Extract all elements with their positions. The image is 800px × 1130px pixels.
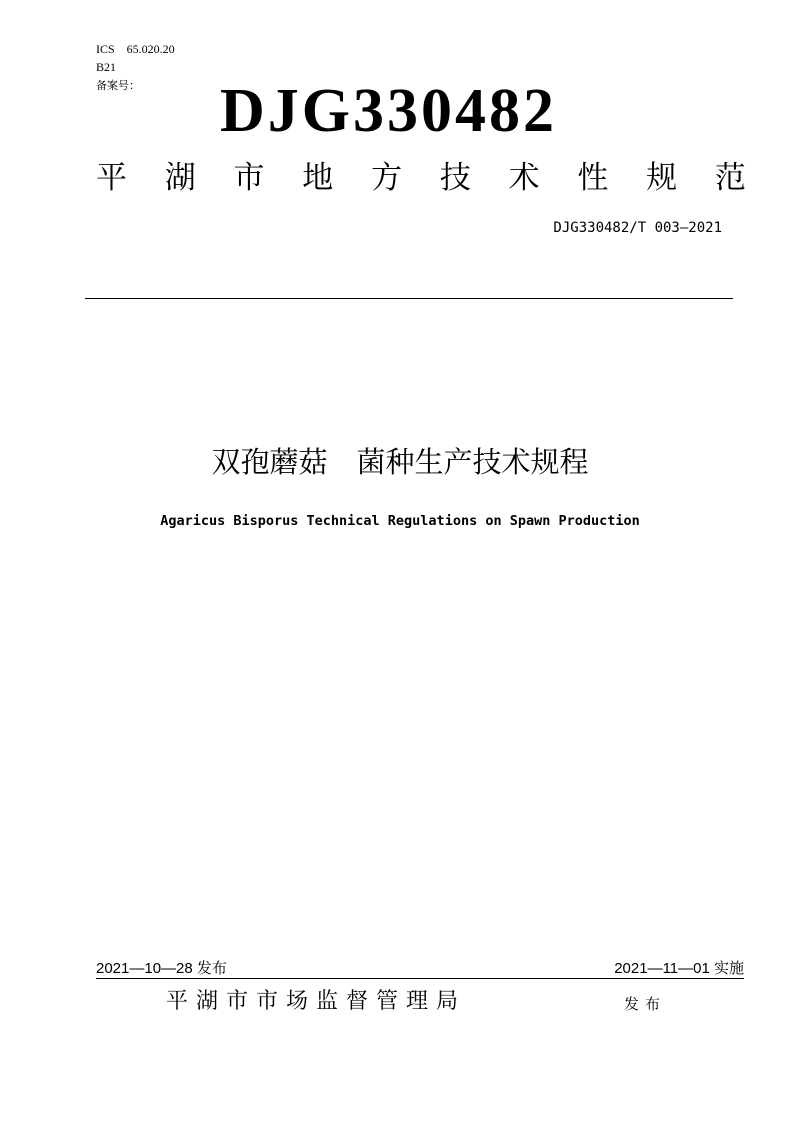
filing-number-label: 备案号： [96, 79, 140, 92]
header-divider [85, 298, 733, 299]
document-title-cn: 双孢蘑菇 菌种生产技术规程 [211, 445, 589, 479]
standard-number: DJG330482/T 003—2021 [553, 220, 722, 236]
ccs-code: B21 [96, 60, 117, 74]
footer-divider [96, 978, 744, 979]
issue-date: 2021—10—28 发布 [96, 960, 227, 977]
implementation-date: 2021—11—01 实施 [614, 960, 744, 977]
document-title-en: Agaricus Bisporus Technical Regulations on Spawn Production [160, 513, 640, 529]
code-mark: DJG330482 [220, 77, 557, 145]
ics-code: ICS 65.020.20 [96, 42, 175, 56]
publisher-suffix: 发布 [624, 995, 667, 1013]
standard-type-title: 平 湖 市 地 方 技 术 性 规 范 [96, 160, 746, 196]
publisher-name: 平湖市市场监督管理局 [166, 989, 467, 1014]
